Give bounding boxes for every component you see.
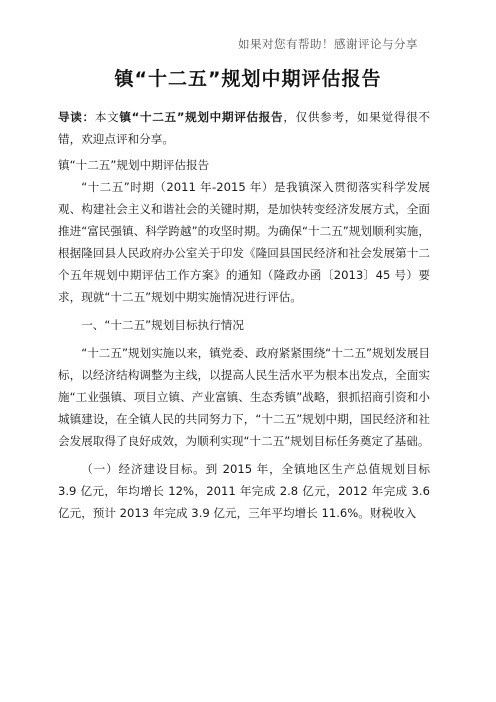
body-paragraph: “十二五”规划实施以来，镇党委、政府紧紧围绕“十二五”规划发展目标，以经济结构调整为主线，以提高人民生活水平为根本出发点，全面实施“工业强镇、项目立镇、产业富镇、生态秀镇”战略，狠抓招商引资和小城镇建设，在全镇人民的共同努力下，“十二五”规划中期，国民经济和社会发展取得了良好成效，为顺利实现“十二五”规划目标任务奠定了基础。 xyxy=(58,346,430,448)
section-heading: 一、“十二五”规划目标执行情况 xyxy=(81,318,244,332)
subtitle: 镇“十二五”规划中期评估报告 xyxy=(58,158,210,172)
lead-bold-title: 镇“十二五”规划中期评估报告 xyxy=(119,110,284,124)
header-note: 如果对您有帮助！感谢评论与分享 xyxy=(238,37,418,51)
lead-suffix: ，仅供参考，如果觉得很不错，欢迎点评和分享。 xyxy=(58,110,430,146)
document-body xyxy=(58,106,430,524)
lead-paragraph xyxy=(58,106,430,150)
document-title: 镇“十二五”规划中期评估报告 xyxy=(114,68,382,90)
body-paragraph: “十二五”时期（2011 年-2015 年）是我镇深入贯彻落实科学发展观、构建社会主义和谐社会的关键时期，是加快转变经济发展方式，全面推进“富民强镇、科学跨越”的攻坚时期。为确保“十二五”规划顺利实施，根据隆回县人民政府办公室关于印发《隆回县国民经济和社会发展第十二个五年规划中期评估工作方案》的通知（隆政办函〔2013〕45 号）要求，现就“十二五”规划中期实施情况进行评估。 xyxy=(58,180,430,304)
body-paragraph: （一）经济建设目标。到 2015 年，全镇地区生产总值规划目标 3.9 亿元，年均增长 12%，2011 年完成 2.8 亿元，2012 年完成 3.6 亿元，预计 2013 年完成 3.9 亿元，三年平均增长 11.6%。财税收入 xyxy=(58,462,430,520)
lead-label: 导读： xyxy=(58,110,95,124)
lead-prefix: 本文 xyxy=(94,110,120,124)
